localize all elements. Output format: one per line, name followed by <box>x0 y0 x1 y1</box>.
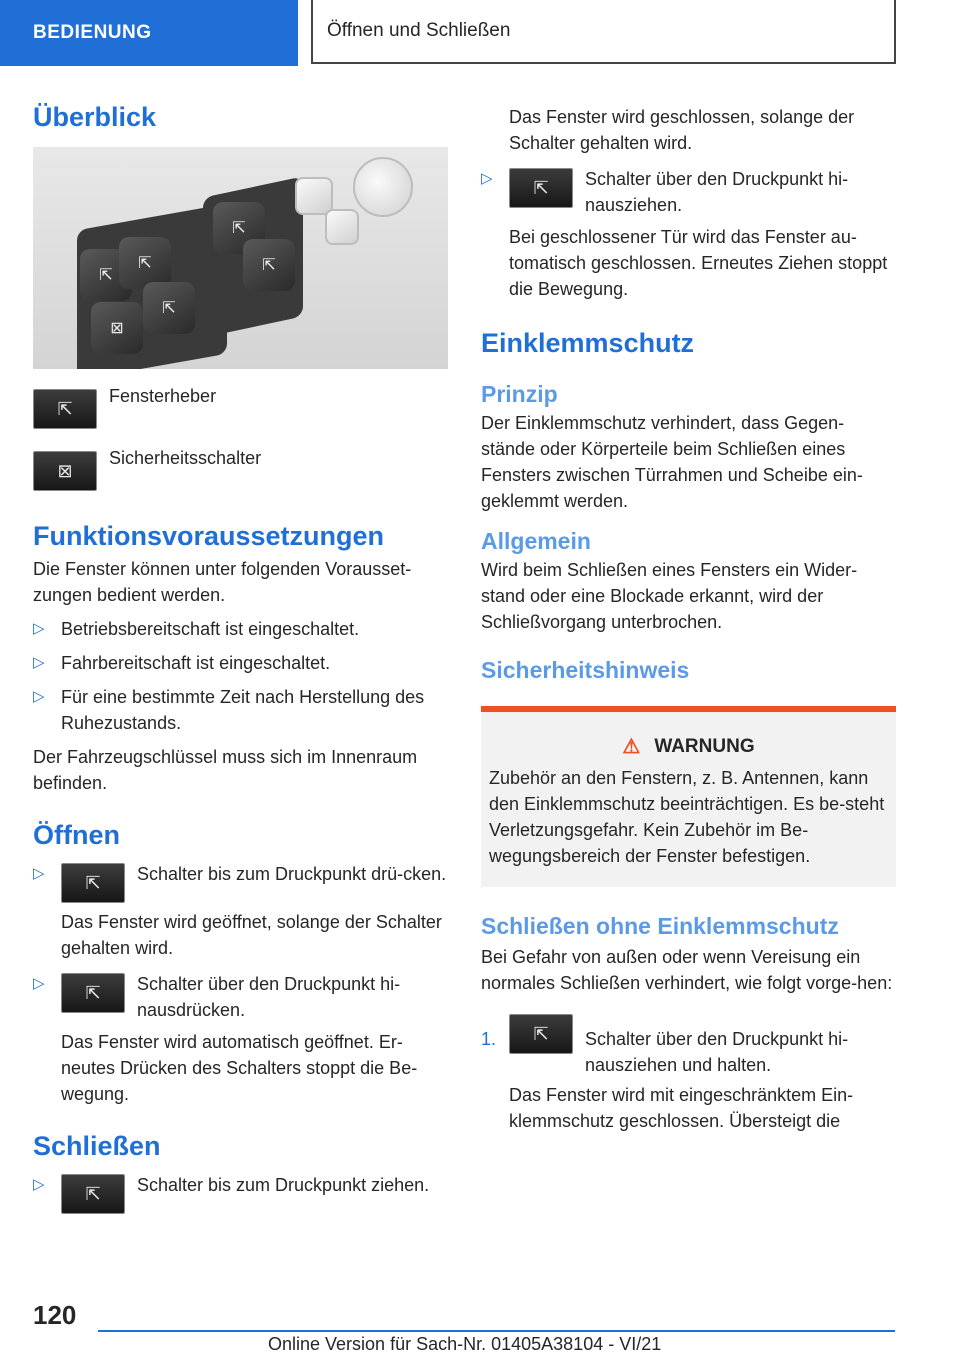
close-result: Das Fenster wird geschlossen, solange der Schalter gehalten wird. <box>509 107 855 153</box>
triangle-bullet-icon: ▷ <box>33 1176 45 1193</box>
pinch-heading: Einklemmschutz <box>481 328 695 358</box>
list-item: ▷ ⇱ Schalter bis zum Druckpunkt ziehen. <box>33 1172 448 1214</box>
footer-text: Online Version für Sach-Nr. 01405A38104 - VI/21 <box>268 1334 662 1354</box>
window-lift-switch-icon: ⇱ <box>61 973 125 1013</box>
section-label: BEDIENUNG <box>0 0 298 66</box>
window-button-icon: ⇱ <box>119 237 171 289</box>
general-text: Wird beim Schließen eines Fensters ein Wider-stand oder eine Blockade erkannt, wird der Schließvorgang unterbrochen. <box>481 560 858 632</box>
warning-box <box>481 706 896 887</box>
list-item: ▷ ⇱ Schalter bis zum Druckpunkt drü-cken. Das Fenster wird geöffnet, solange der Schalter gehalten wird. <box>33 861 448 961</box>
window-lift-switch-icon: ⇱ <box>509 168 573 208</box>
requirements-outro: Der Fahrzeugschlüssel muss sich im Innenraum befinden. <box>33 747 418 793</box>
window-lift-switch-icon: ⇱ <box>33 389 97 429</box>
principle-text: Der Einklemmschutz verhindert, dass Gegen-stände oder Körperteile beim Schließen eines Fensters zwischen Türrahmen und Scheibe ein-geklemmt werden. <box>481 413 863 511</box>
warning-text: Zubehör an den Fenstern, z. B. Antennen, kann den Einklemmschutz beeinträchtigen. Es be-steht Verletzungsgefahr. Kein Zubehör im Be-wegungsbereich der Fenster befestigen. <box>489 768 885 866</box>
window-button-icon: ⇱ <box>243 239 295 291</box>
mirror-button-icon <box>295 177 333 215</box>
warning-label: WARNUNG <box>654 735 755 757</box>
list-item: ▷ ⇱ Schalter über den Druckpunkt hi-nausziehen. Bei geschlossener Tür wird das Fenster au-tomatisch geschlossen. Erneutes Ziehen stoppt die Bewegung. <box>481 166 896 302</box>
page-header <box>0 0 960 66</box>
window-button-icon: ⇱ <box>80 249 132 301</box>
no-pinch-heading: Schließen ohne Einklemmschutz <box>481 913 839 939</box>
list-item: ▷ Fahrbereitschaft ist eingeschaltet. <box>33 650 448 676</box>
triangle-bullet-icon: ▷ <box>33 654 45 671</box>
triangle-bullet-icon: ▷ <box>33 865 45 882</box>
step-number: 1. <box>481 1029 497 1049</box>
window-button-icon: ⇱ <box>143 282 195 334</box>
legend-row <box>33 448 448 491</box>
close-heading: Schließen <box>33 1131 161 1161</box>
warning-triangle-icon: ⚠ <box>622 736 641 758</box>
window-switch-photo <box>33 147 448 369</box>
legend-label: Fensterheber <box>109 386 217 406</box>
safety-switch-icon: ⊠ <box>91 302 143 354</box>
triangle-bullet-icon: ▷ <box>33 620 45 637</box>
safety-heading: Sicherheitshinweis <box>481 657 690 683</box>
safety-switch-icon: ⊠ <box>33 451 97 491</box>
right-column <box>481 104 896 1134</box>
open-heading: Öffnen <box>33 820 120 850</box>
overview-heading: Überblick <box>33 102 157 132</box>
window-lift-switch-icon: ⇱ <box>61 1174 125 1214</box>
requirements-heading: Funktionsvoraussetzungen <box>33 521 385 551</box>
mirror-button-icon <box>325 209 359 245</box>
principle-heading: Prinzip <box>481 381 558 407</box>
triangle-bullet-icon: ▷ <box>33 975 45 992</box>
footer-divider <box>98 1330 895 1332</box>
list-item: ▷ ⇱ Schalter über den Druckpunkt hi-nausdrücken. Das Fenster wird automatisch geöffnet. Er-neutes Drücken des Schalters stoppt die Be-wegung. <box>33 971 448 1107</box>
general-heading: Allgemein <box>481 528 591 554</box>
triangle-bullet-icon: ▷ <box>481 170 493 187</box>
numbered-step: 1. ⇱ Schalter über den Druckpunkt hi-nausziehen und halten. Das Fenster wird mit eingeschränktem Ein-klemmschutz geschlossen. Übersteigt die <box>481 1012 896 1134</box>
requirements-intro: Die Fenster können unter folgenden Vorausset-zungen bedient werden. <box>33 559 412 605</box>
window-lift-switch-icon: ⇱ <box>509 1014 573 1054</box>
triangle-bullet-icon: ▷ <box>33 688 45 705</box>
legend-label: Sicherheitsschalter <box>109 448 262 468</box>
page-number: 120 <box>33 1300 77 1330</box>
chapter-title: Öffnen und Schließen <box>311 0 896 64</box>
list-item: ▷ Betriebsbereitschaft ist eingeschaltet. <box>33 616 448 642</box>
window-button-icon: ⇱ <box>213 202 265 254</box>
legend-row <box>33 386 448 429</box>
window-lift-switch-icon: ⇱ <box>61 863 125 903</box>
no-pinch-text: Bei Gefahr von außen oder wenn Vereisung ein normales Schließen verhindert, wie folgt vorge-hen: <box>481 947 893 993</box>
left-column <box>33 96 448 1214</box>
mirror-knob-icon <box>353 157 413 217</box>
list-item: ▷ Für eine bestimmte Zeit nach Herstellung des Ruhezustands. <box>33 684 448 736</box>
